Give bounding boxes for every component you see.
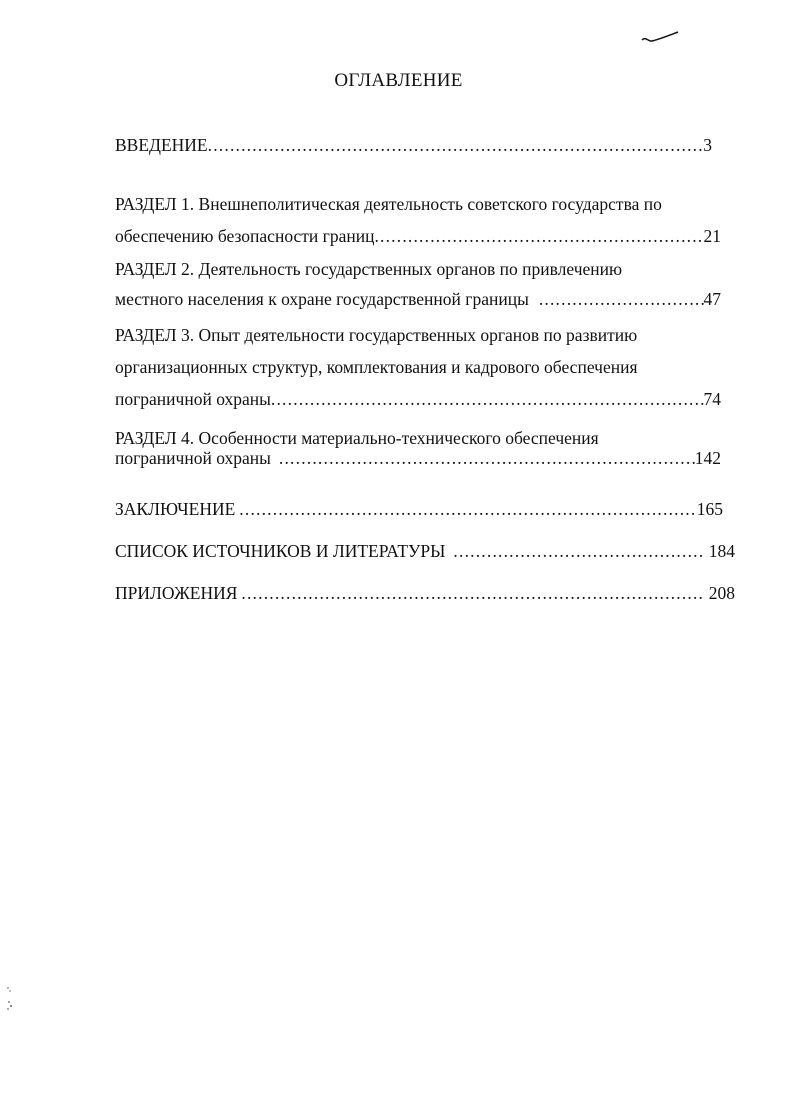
toc-page-number: 47 bbox=[703, 289, 721, 309]
toc-entry-section-4-line-1: РАЗДЕЛ 4. Особенности материально-технического обеспечения bbox=[115, 428, 599, 448]
toc-entry-section-1 bbox=[115, 225, 721, 247]
toc-page-number: 21 bbox=[703, 226, 721, 246]
scan-specks bbox=[4, 985, 14, 1015]
toc-leader-dots bbox=[539, 288, 704, 310]
toc-leader-dots bbox=[241, 582, 702, 604]
toc-entry-bibliography bbox=[115, 540, 735, 562]
toc-entry-section-1-line-1: РАЗДЕЛ 1. Внешнеполитическая деятельность советского государства по bbox=[115, 194, 662, 214]
toc-entry-section-2 bbox=[115, 288, 721, 310]
toc-entry-text: ВВЕДЕНИЕ bbox=[115, 135, 208, 155]
toc-leader-dots bbox=[239, 498, 696, 520]
toc-entry-introduction bbox=[115, 134, 712, 156]
toc-page-number: 165 bbox=[696, 499, 723, 519]
handwritten-checkmark bbox=[640, 30, 680, 46]
toc-page-number: 208 bbox=[708, 583, 735, 603]
toc-entry-section-4 bbox=[115, 447, 721, 469]
page-title: ОГЛАВЛЕНИЕ bbox=[334, 70, 463, 91]
toc-entry-appendices bbox=[115, 582, 735, 604]
toc-page-number: 3 bbox=[703, 135, 712, 155]
toc-entry-section-3-line-1: РАЗДЕЛ 3. Опыт деятельности государственных органов по развитию bbox=[115, 325, 638, 345]
toc-leader-dots bbox=[271, 388, 704, 410]
toc-entry-section-3 bbox=[115, 388, 721, 410]
toc-entry-text: СПИСОК ИСТОЧНИКОВ И ЛИТЕРАТУРЫ bbox=[115, 541, 446, 561]
toc-entry-text: пограничной охраны bbox=[115, 448, 271, 468]
toc-entry-text: ПРИЛОЖЕНИЯ bbox=[115, 583, 238, 603]
toc-page-number: 74 bbox=[703, 389, 721, 409]
toc-entry-text: пограничной охраны bbox=[115, 389, 271, 409]
toc-entry-conclusion bbox=[115, 498, 723, 520]
toc-leader-dots bbox=[279, 447, 695, 469]
toc-page-number: 142 bbox=[694, 448, 721, 468]
toc-page-number: 184 bbox=[708, 541, 735, 561]
toc-entry-section-3-line-2: организационных структур, комплектования и кадрового обеспечения bbox=[115, 357, 638, 377]
toc-entry-text: местного населения к охране государственной границы bbox=[115, 289, 529, 309]
toc-leader-dots bbox=[374, 225, 703, 247]
toc-entry-section-2-line-1: РАЗДЕЛ 2. Деятельность государственных органов по привлечению bbox=[115, 259, 623, 279]
toc-entry-text: ЗАКЛЮЧЕНИЕ bbox=[115, 499, 236, 519]
toc-leader-dots bbox=[453, 540, 702, 562]
toc-leader-dots bbox=[208, 134, 704, 156]
toc-entry-text: обеспечению безопасности границ bbox=[115, 226, 375, 246]
